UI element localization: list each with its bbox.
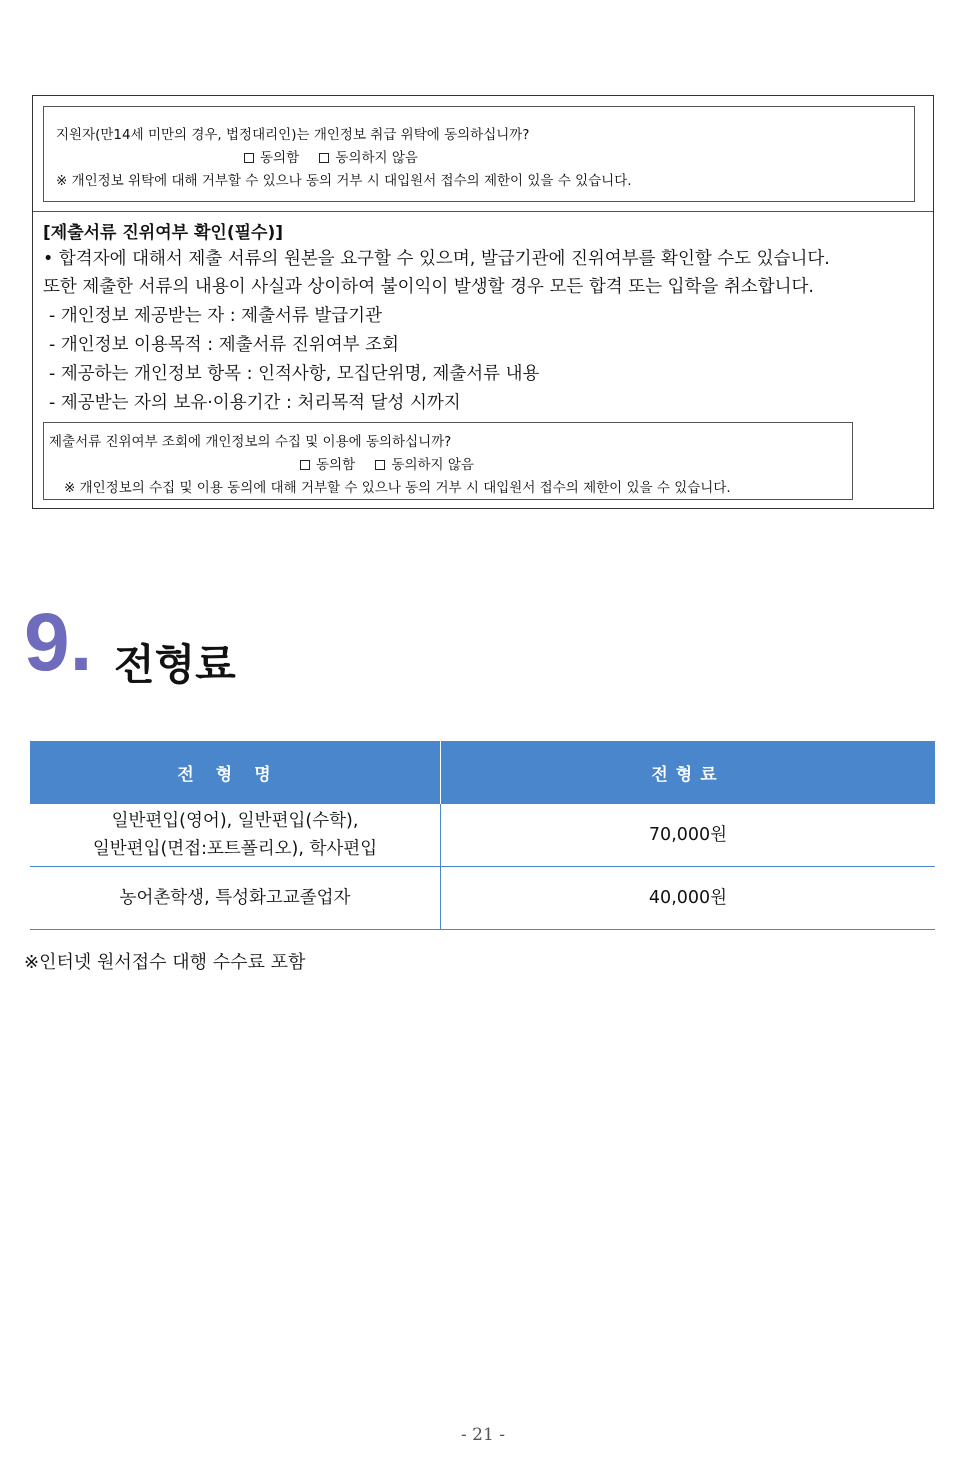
page-number: - 21 - bbox=[461, 1425, 505, 1445]
disagree-checkbox[interactable] bbox=[375, 460, 385, 470]
consent-frame bbox=[32, 95, 934, 509]
verify-item: - 제공하는 개인정보 항목 : 인적사항, 모집단위명, 제출서류 내용 bbox=[49, 364, 540, 384]
verify-consent-note: ※ 개인정보의 수집 및 이용 동의에 대해 거부할 수 있으나 동의 거부 시 대입원서 접수의 제한이 있을 수 있습니다. bbox=[64, 480, 731, 496]
column-header-type: 전형명 bbox=[30, 741, 441, 804]
fee-footnote: ※인터넷 원서접수 대행 수수료 포함 bbox=[24, 952, 306, 973]
verify-consent-box bbox=[43, 422, 853, 500]
table-row bbox=[30, 867, 935, 930]
agree-label: 동의함 bbox=[260, 150, 300, 166]
outsourcing-consent-question: 지원자(만14세 미만의 경우, 법정대리인)는 개인정보 취급 위탁에 동의하십니까? bbox=[56, 127, 530, 143]
outsourcing-consent-options bbox=[244, 146, 914, 166]
verify-item: - 개인정보 제공받는 자 : 제출서류 발급기관 bbox=[49, 306, 382, 326]
verify-paragraph-line2: 또한 제출한 서류의 내용이 사실과 상이하여 불이익이 발생할 경우 모든 합격 또는 입학을 취소합니다. bbox=[43, 277, 814, 297]
outsourcing-consent-note: ※ 개인정보 위탁에 대해 거부할 수 있으나 동의 거부 시 대입원서 접수의 제한이 있을 수 있습니다. bbox=[56, 173, 632, 189]
fee-table-header-row bbox=[30, 741, 935, 804]
verify-item: - 개인정보 이용목적 : 제출서류 진위여부 조회 bbox=[49, 335, 399, 355]
table-row bbox=[30, 804, 935, 867]
section-number: 9. bbox=[24, 597, 93, 688]
outsourcing-consent-box bbox=[43, 106, 915, 202]
agree-checkbox[interactable] bbox=[244, 153, 254, 163]
agree-label: 동의함 bbox=[316, 457, 356, 473]
section-title: 전형료 bbox=[114, 640, 236, 689]
admission-type-line: 일반편입(면접:포트폴리오), 학사편입 bbox=[92, 839, 378, 859]
disagree-label: 동의하지 않음 bbox=[391, 457, 474, 473]
fee-cell: 40,000원 bbox=[441, 867, 936, 930]
admission-type-line: 일반편입(영어), 일반편입(수학), bbox=[111, 811, 359, 831]
frame-divider bbox=[33, 211, 933, 212]
verify-section-title: [제출서류 진위여부 확인(필수)] bbox=[43, 223, 283, 243]
agree-checkbox[interactable] bbox=[300, 460, 310, 470]
column-header-fee: 전형료 bbox=[441, 741, 936, 804]
verify-consent-options bbox=[300, 453, 474, 473]
disagree-label: 동의하지 않음 bbox=[335, 150, 418, 166]
admission-type-cell: 농어촌학생, 특성화고교졸업자 bbox=[30, 867, 441, 930]
verify-consent-question: 제출서류 진위여부 조회에 개인정보의 수집 및 이용에 동의하십니까? bbox=[49, 434, 452, 450]
verify-item: - 제공받는 자의 보유·이용기간 : 처리목적 달성 시까지 bbox=[49, 393, 461, 413]
disagree-checkbox[interactable] bbox=[319, 153, 329, 163]
fee-cell: 70,000원 bbox=[441, 804, 936, 867]
verify-paragraph-line1: • 합격자에 대해서 제출 서류의 원본을 요구할 수 있으며, 발급기관에 진위여부를 확인할 수도 있습니다. bbox=[43, 249, 830, 269]
fee-table bbox=[30, 741, 935, 930]
admission-type-cell bbox=[30, 804, 441, 867]
